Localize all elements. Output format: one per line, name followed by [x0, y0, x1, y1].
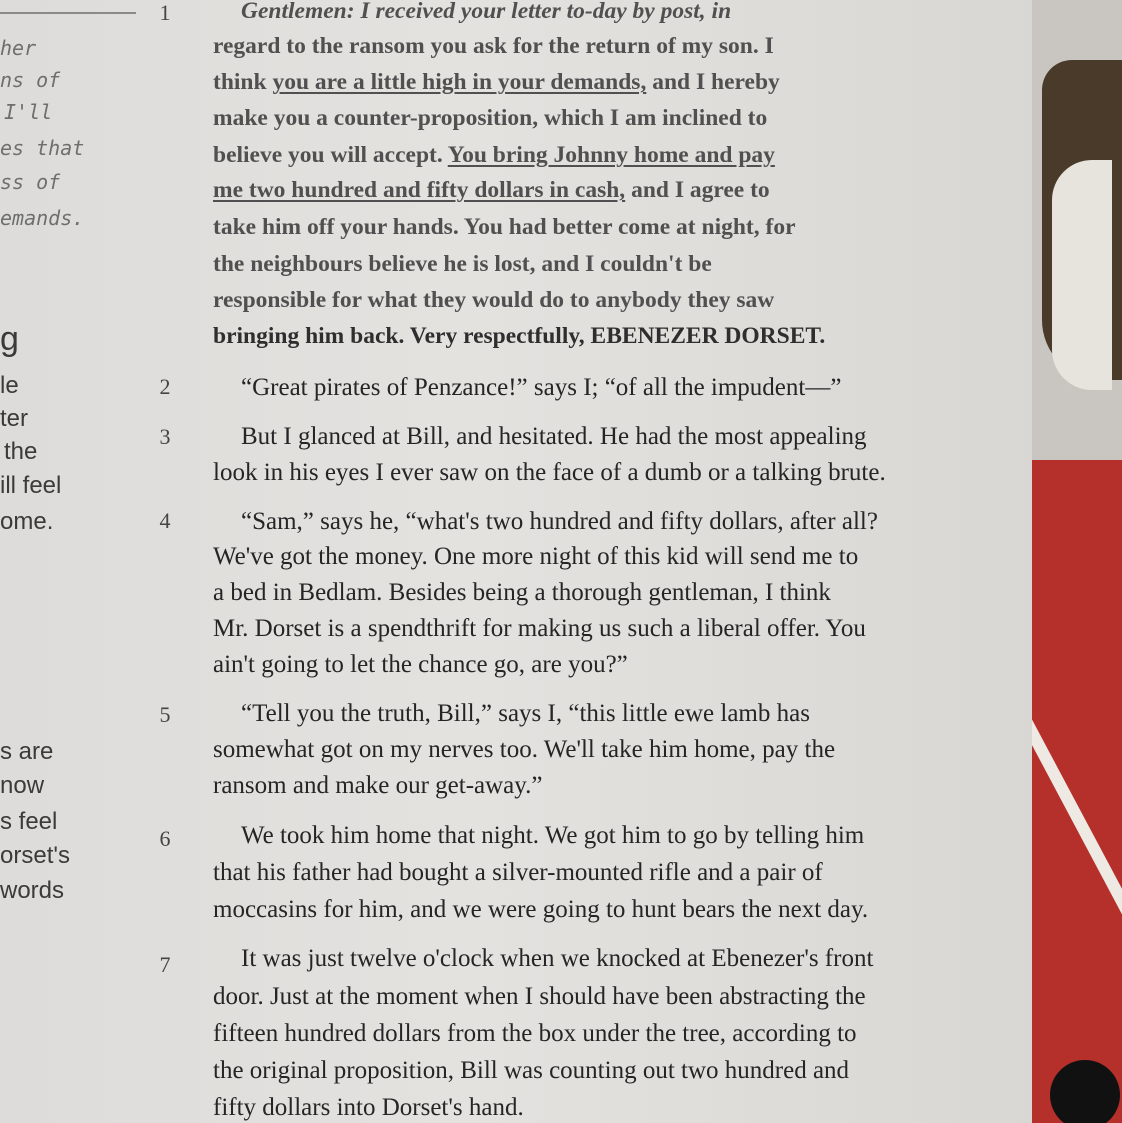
margin-word: s are — [0, 738, 54, 765]
margin-note: es that — [0, 136, 85, 160]
body-line: that his father had bought a silver-mounted rifle and a pair of — [213, 859, 823, 886]
margin-note: emands. — [0, 206, 85, 230]
paragraph-number: 4 — [159, 508, 171, 533]
cover-art-red-panel — [1032, 460, 1122, 1123]
binder-cover-illustration — [1032, 0, 1122, 1123]
margin-word: now — [0, 772, 45, 799]
paragraph-number: 6 — [159, 826, 171, 851]
margin-word: ome. — [0, 508, 54, 535]
letter-line — [213, 287, 774, 314]
paragraph-number: 2 — [159, 374, 171, 399]
body-line: ransom and make our get-away.” — [213, 772, 543, 799]
letter-text: responsible for what they would do to anybody they saw — [213, 287, 775, 313]
body-line: We've got the money. One more night of this kid will send me to — [213, 543, 859, 570]
body-line: door. Just at the moment when I should have been abstracting the — [213, 983, 866, 1010]
margin-word: ill feel — [0, 472, 62, 499]
letter-line — [213, 142, 775, 169]
letter-text: and I agree to — [625, 177, 770, 203]
body-line: We took him home that night. We got him to go by telling him — [241, 822, 865, 849]
paragraph-number: 5 — [159, 702, 171, 727]
body-line: It was just twelve o'clock when we knocked at Ebenezer's front — [241, 945, 874, 972]
letter-text: and I hereby — [646, 69, 780, 95]
letter-text: bringing him back. Very respectfully, EBENEZER DORSET. — [213, 323, 826, 349]
margin-note: ns of — [0, 68, 61, 92]
body-line: look in his eyes I ever saw on the face of a dumb or a talking brute. — [213, 459, 886, 486]
margin-word: s feel — [0, 808, 58, 835]
body-line: “Sam,” says he, “what's two hundred and fifty dollars, after all? — [241, 508, 878, 535]
paragraph-number: 3 — [159, 424, 171, 449]
body-line: the original proposition, Bill was counting out two hundred and — [213, 1057, 850, 1084]
letter-text: think — [213, 69, 273, 95]
margin-note: her — [0, 36, 37, 60]
letter-line — [213, 251, 712, 278]
body-line: moccasins for him, and we were going to hunt bears the next day. — [213, 896, 869, 923]
letter-line — [213, 69, 780, 96]
letter-line — [213, 214, 796, 241]
underlined-text: you are a little high in your demands, — [272, 69, 647, 95]
letter-text: regard to the ransom you ask for the return of my son. I — [213, 33, 774, 59]
cover-art-black-circle — [1050, 1060, 1120, 1123]
paragraph-number: 1 — [159, 0, 171, 25]
margin-note: I'll — [4, 100, 53, 124]
margin-word: ter — [0, 405, 29, 432]
underlined-text: You bring Johnny home and pay — [447, 142, 775, 168]
cover-art-light-shape — [1052, 160, 1112, 390]
body-line: fifteen hundred dollars from the box under the tree, according to — [213, 1020, 857, 1047]
left-margin-column — [0, 0, 140, 1123]
letter-text: believe you will accept. — [213, 142, 448, 168]
body-line: “Tell you the truth, Bill,” says I, “this little ewe lamb has — [241, 700, 810, 727]
margin-word: le — [0, 372, 19, 399]
letter-line — [213, 105, 767, 132]
letter-line — [241, 0, 731, 25]
margin-word: g — [0, 320, 19, 358]
margin-word: orset's — [0, 842, 70, 869]
margin-note: ss of — [0, 170, 61, 194]
body-line: a bed in Bedlam. Besides being a thorough gentleman, I think — [213, 579, 831, 606]
underlined-text: me two hundred and fifty dollars in cash, — [213, 177, 626, 203]
margin-word: the — [4, 438, 38, 465]
letter-text: make you a counter-proposition, which I am inclined to — [213, 105, 768, 131]
margin-word: words — [0, 877, 65, 904]
body-line: “Great pirates of Penzance!” says I; “of all the impudent—” — [241, 374, 842, 401]
letter-text: take him off your hands. You had better come at night, for — [213, 214, 796, 240]
body-line: ain't going to let the chance go, are you?” — [213, 651, 628, 678]
body-line: But I glanced at Bill, and hesitated. He had the most appealing — [241, 423, 867, 450]
body-line: Mr. Dorset is a spendthrift for making us such a liberal offer. You — [213, 615, 866, 642]
letter-line — [213, 33, 774, 60]
body-line: somewhat got on my nerves too. We'll take him home, pay the — [213, 736, 836, 763]
letter-text: Gentlemen: I received your letter to-day by post, in — [241, 0, 732, 24]
top-rule — [0, 12, 136, 14]
letter-line — [213, 177, 770, 204]
letter-text: the neighbours believe he is lost, and I couldn't be — [213, 251, 712, 277]
paragraph-number: 7 — [159, 952, 171, 977]
body-line: fifty dollars into Dorset's hand. — [213, 1094, 524, 1121]
letter-line — [213, 323, 825, 350]
